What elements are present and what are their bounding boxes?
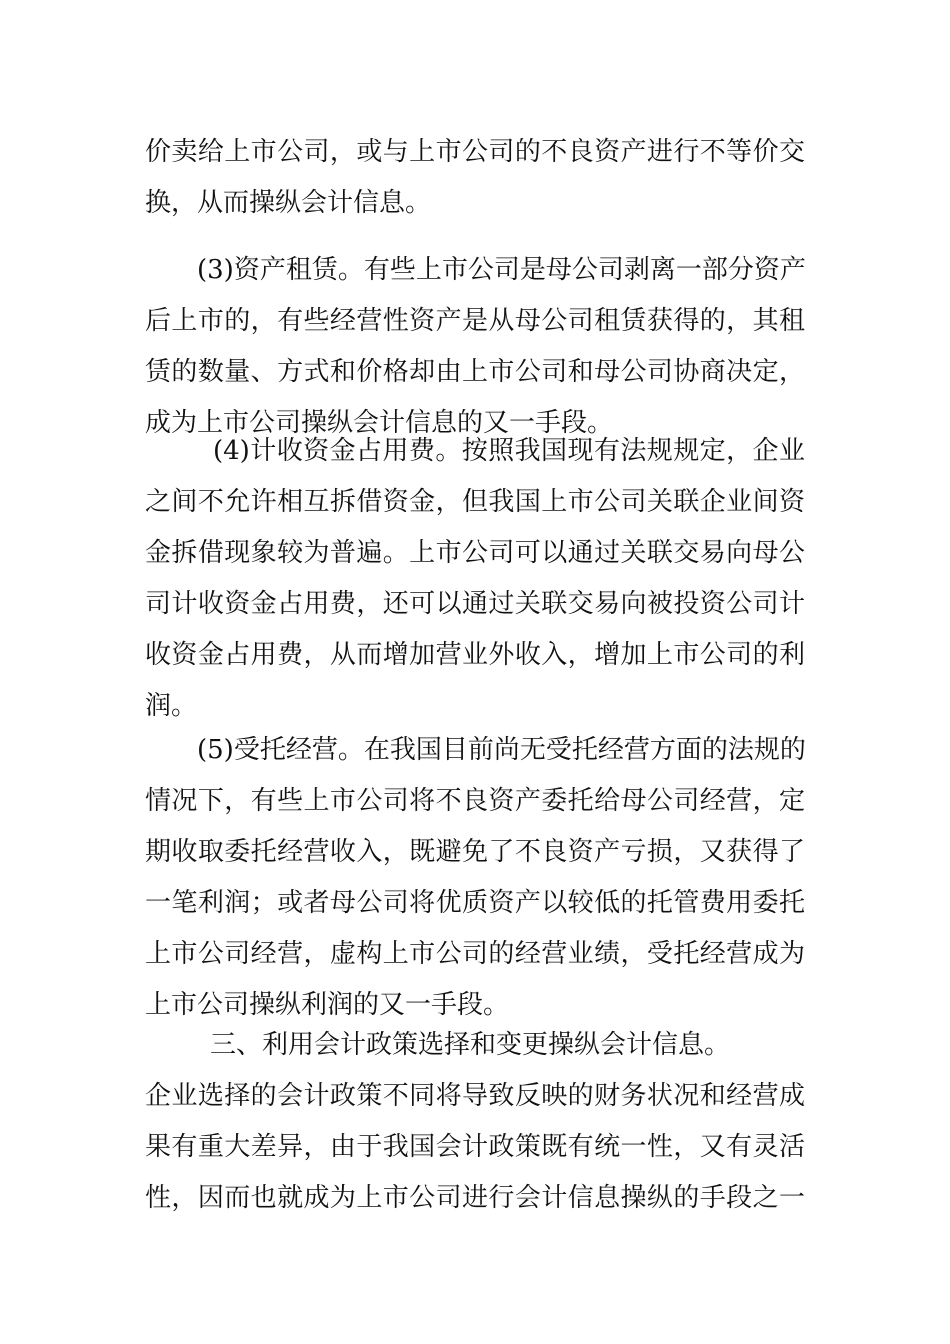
text-line: 之间不允许相互拆借资金，但我国上市公司关联企业间资: [145, 487, 805, 517]
text-line: 一笔利润；或者母公司将优质资产以较低的托管费用委托: [145, 888, 805, 918]
text-line: 上市公司经营，虚构上市公司的经营业绩，受托经营成为: [145, 939, 805, 969]
text-line: 金拆借现象较为普遍。上市公司可以通过关联交易向母公: [145, 538, 805, 568]
text-line: (4)计收资金占用费。按照我国现有法规规定，企业: [213, 436, 805, 466]
text-line: 期收取委托经营收入，既避免了不良资产亏损，又获得了: [145, 837, 805, 867]
text-line: 润。: [145, 691, 198, 721]
text-line: 后上市的，有些经营性资产是从母公司租赁获得的，其租: [145, 306, 805, 336]
text-line: 价卖给上市公司，或与上市公司的不良资产进行不等价交: [145, 137, 805, 167]
text-line: 情况下，有些上市公司将不良资产委托给母公司经营，定: [145, 786, 805, 816]
text-line: 赁的数量、方式和价格却由上市公司和母公司协商决定，: [145, 357, 805, 387]
text-line: 果有重大差异，由于我国会计政策既有统一性，又有灵活: [145, 1132, 805, 1162]
text-line: (5)受托经营。在我国目前尚无受托经营方面的法规的: [197, 735, 806, 765]
text-line: 司计收资金占用费，还可以通过关联交易向被投资公司计: [145, 589, 805, 619]
text-line: 收资金占用费，从而增加营业外收入，增加上市公司的利: [145, 640, 805, 670]
text-line: 企业选择的会计政策不同将导致反映的财务状况和经营成: [145, 1081, 805, 1111]
text-line: (3)资产租赁。有些上市公司是母公司剥离一部分资产: [197, 255, 806, 285]
text-line: 换，从而操纵会计信息。: [145, 188, 432, 218]
text-line: 性，因而也就成为上市公司进行会计信息操纵的手段之一: [145, 1183, 805, 1213]
text-line: 成为上市公司操纵会计信息的又一手段。: [145, 408, 614, 438]
section-heading: 三、利用会计政策选择和变更操纵会计信息。: [210, 1030, 731, 1060]
text-line: 上市公司操纵利润的又一手段。: [145, 990, 510, 1020]
